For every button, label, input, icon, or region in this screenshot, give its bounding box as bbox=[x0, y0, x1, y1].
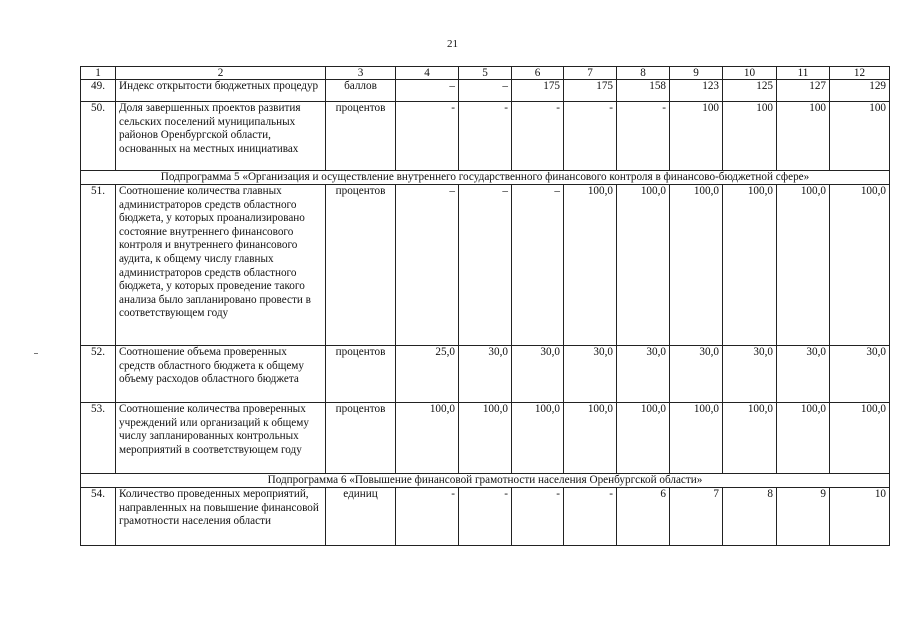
value-cell: 158 bbox=[617, 80, 670, 102]
value-cell: 6 bbox=[617, 488, 670, 546]
table-row bbox=[81, 403, 890, 474]
value-cell: 8 bbox=[723, 488, 777, 546]
value-cell: - bbox=[396, 102, 459, 171]
row-number: 51. bbox=[81, 185, 116, 346]
table-body bbox=[81, 67, 890, 546]
subprogram-title: Подпрограмма 5 «Организация и осуществление внутреннего государственного финансового контроля в финансово-бюджетной сфере» bbox=[81, 171, 890, 185]
unit-cell: единиц bbox=[326, 488, 396, 546]
value-cell: 100,0 bbox=[617, 185, 670, 346]
value-cell: 30,0 bbox=[777, 346, 830, 403]
indicators-table bbox=[80, 66, 890, 546]
value-cell: 100,0 bbox=[723, 185, 777, 346]
value-cell: 30,0 bbox=[512, 346, 564, 403]
value-cell: - bbox=[617, 102, 670, 171]
indicator-name: Количество проведенных мероприятий, направленных на повышение финансовой грамотности населения области bbox=[116, 488, 326, 546]
value-cell: 100,0 bbox=[512, 403, 564, 474]
unit-cell: баллов bbox=[326, 80, 396, 102]
value-cell: 100,0 bbox=[396, 403, 459, 474]
header-cell: 4 bbox=[396, 67, 459, 80]
row-number: 52. bbox=[81, 346, 116, 403]
value-cell: 100,0 bbox=[459, 403, 512, 474]
value-cell: 100 bbox=[777, 102, 830, 171]
value-cell: 9 bbox=[777, 488, 830, 546]
header-cell: 9 bbox=[670, 67, 723, 80]
value-cell: – bbox=[512, 185, 564, 346]
value-cell: - bbox=[564, 102, 617, 171]
value-cell: - bbox=[512, 102, 564, 171]
subprogram-title: Подпрограмма 6 «Повышение финансовой грамотности населения Оренбургской области» bbox=[81, 474, 890, 488]
value-cell: 100,0 bbox=[830, 185, 890, 346]
value-cell: - bbox=[396, 488, 459, 546]
indicator-name: Соотношение количества главных администраторов средств областного бюджета, у которых проанализировано состояние внутреннего финансового контроля и внутреннего финансового аудита, к общему числу главных администраторов средств областного бюджета, у которых проведение такого анализа было запланировано провести в соответствующем году bbox=[116, 185, 326, 346]
value-cell: 30,0 bbox=[617, 346, 670, 403]
value-cell: 100,0 bbox=[777, 403, 830, 474]
value-cell: 100,0 bbox=[723, 403, 777, 474]
value-cell: - bbox=[459, 102, 512, 171]
row-number: 50. bbox=[81, 102, 116, 171]
value-cell: 123 bbox=[670, 80, 723, 102]
subprogram-row bbox=[81, 474, 890, 488]
header-cell: 6 bbox=[512, 67, 564, 80]
table-row bbox=[81, 185, 890, 346]
header-cell: 1 bbox=[81, 67, 116, 80]
value-cell: 100,0 bbox=[830, 403, 890, 474]
unit-cell: процентов bbox=[326, 403, 396, 474]
value-cell: 100,0 bbox=[617, 403, 670, 474]
value-cell: – bbox=[396, 80, 459, 102]
table-row bbox=[81, 102, 890, 171]
value-cell: – bbox=[396, 185, 459, 346]
header-cell: 2 bbox=[116, 67, 326, 80]
value-cell: - bbox=[564, 488, 617, 546]
header-cell: 8 bbox=[617, 67, 670, 80]
header-cell: 3 bbox=[326, 67, 396, 80]
header-cell: 10 bbox=[723, 67, 777, 80]
header-cell: 7 bbox=[564, 67, 617, 80]
value-cell: 7 bbox=[670, 488, 723, 546]
table-row bbox=[81, 488, 890, 546]
unit-cell: процентов bbox=[326, 185, 396, 346]
value-cell: 100,0 bbox=[670, 403, 723, 474]
value-cell: 100,0 bbox=[670, 185, 723, 346]
header-cell: 5 bbox=[459, 67, 512, 80]
row-number: 54. bbox=[81, 488, 116, 546]
value-cell: 30,0 bbox=[564, 346, 617, 403]
value-cell: 25,0 bbox=[396, 346, 459, 403]
margin-mark bbox=[34, 353, 38, 354]
indicator-name: Соотношение количества проверенных учреждений или организаций к общему числу запланированных контрольных мероприятий в соответствующем году bbox=[116, 403, 326, 474]
subprogram-row bbox=[81, 171, 890, 185]
value-cell: 100 bbox=[830, 102, 890, 171]
value-cell: 100,0 bbox=[564, 403, 617, 474]
header-cell: 11 bbox=[777, 67, 830, 80]
value-cell: 10 bbox=[830, 488, 890, 546]
table-row bbox=[81, 346, 890, 403]
row-number: 49. bbox=[81, 80, 116, 102]
value-cell: 100 bbox=[670, 102, 723, 171]
unit-cell: процентов bbox=[326, 346, 396, 403]
value-cell: 30,0 bbox=[670, 346, 723, 403]
value-cell: 125 bbox=[723, 80, 777, 102]
value-cell: 100,0 bbox=[564, 185, 617, 346]
header-cell: 12 bbox=[830, 67, 890, 80]
value-cell: 129 bbox=[830, 80, 890, 102]
header-row bbox=[81, 67, 890, 80]
value-cell: 100 bbox=[723, 102, 777, 171]
value-cell: 30,0 bbox=[830, 346, 890, 403]
indicator-name: Доля завершенных проектов развития сельских поселений муниципальных районов Оренбургской области, основанных на местных инициативах bbox=[116, 102, 326, 171]
value-cell: 30,0 bbox=[459, 346, 512, 403]
value-cell: 30,0 bbox=[723, 346, 777, 403]
indicator-name: Соотношение объема проверенных средств областного бюджета к общему объему расходов областного бюджета bbox=[116, 346, 326, 403]
value-cell: 127 bbox=[777, 80, 830, 102]
value-cell: 175 bbox=[564, 80, 617, 102]
value-cell: – bbox=[459, 185, 512, 346]
value-cell: 100,0 bbox=[777, 185, 830, 346]
value-cell: – bbox=[459, 80, 512, 102]
indicator-name: Индекс открытости бюджетных процедур bbox=[116, 80, 326, 102]
unit-cell: процентов bbox=[326, 102, 396, 171]
page-number: 21 bbox=[447, 38, 458, 50]
value-cell: - bbox=[512, 488, 564, 546]
value-cell: 175 bbox=[512, 80, 564, 102]
value-cell: - bbox=[459, 488, 512, 546]
row-number: 53. bbox=[81, 403, 116, 474]
table-row bbox=[81, 80, 890, 102]
